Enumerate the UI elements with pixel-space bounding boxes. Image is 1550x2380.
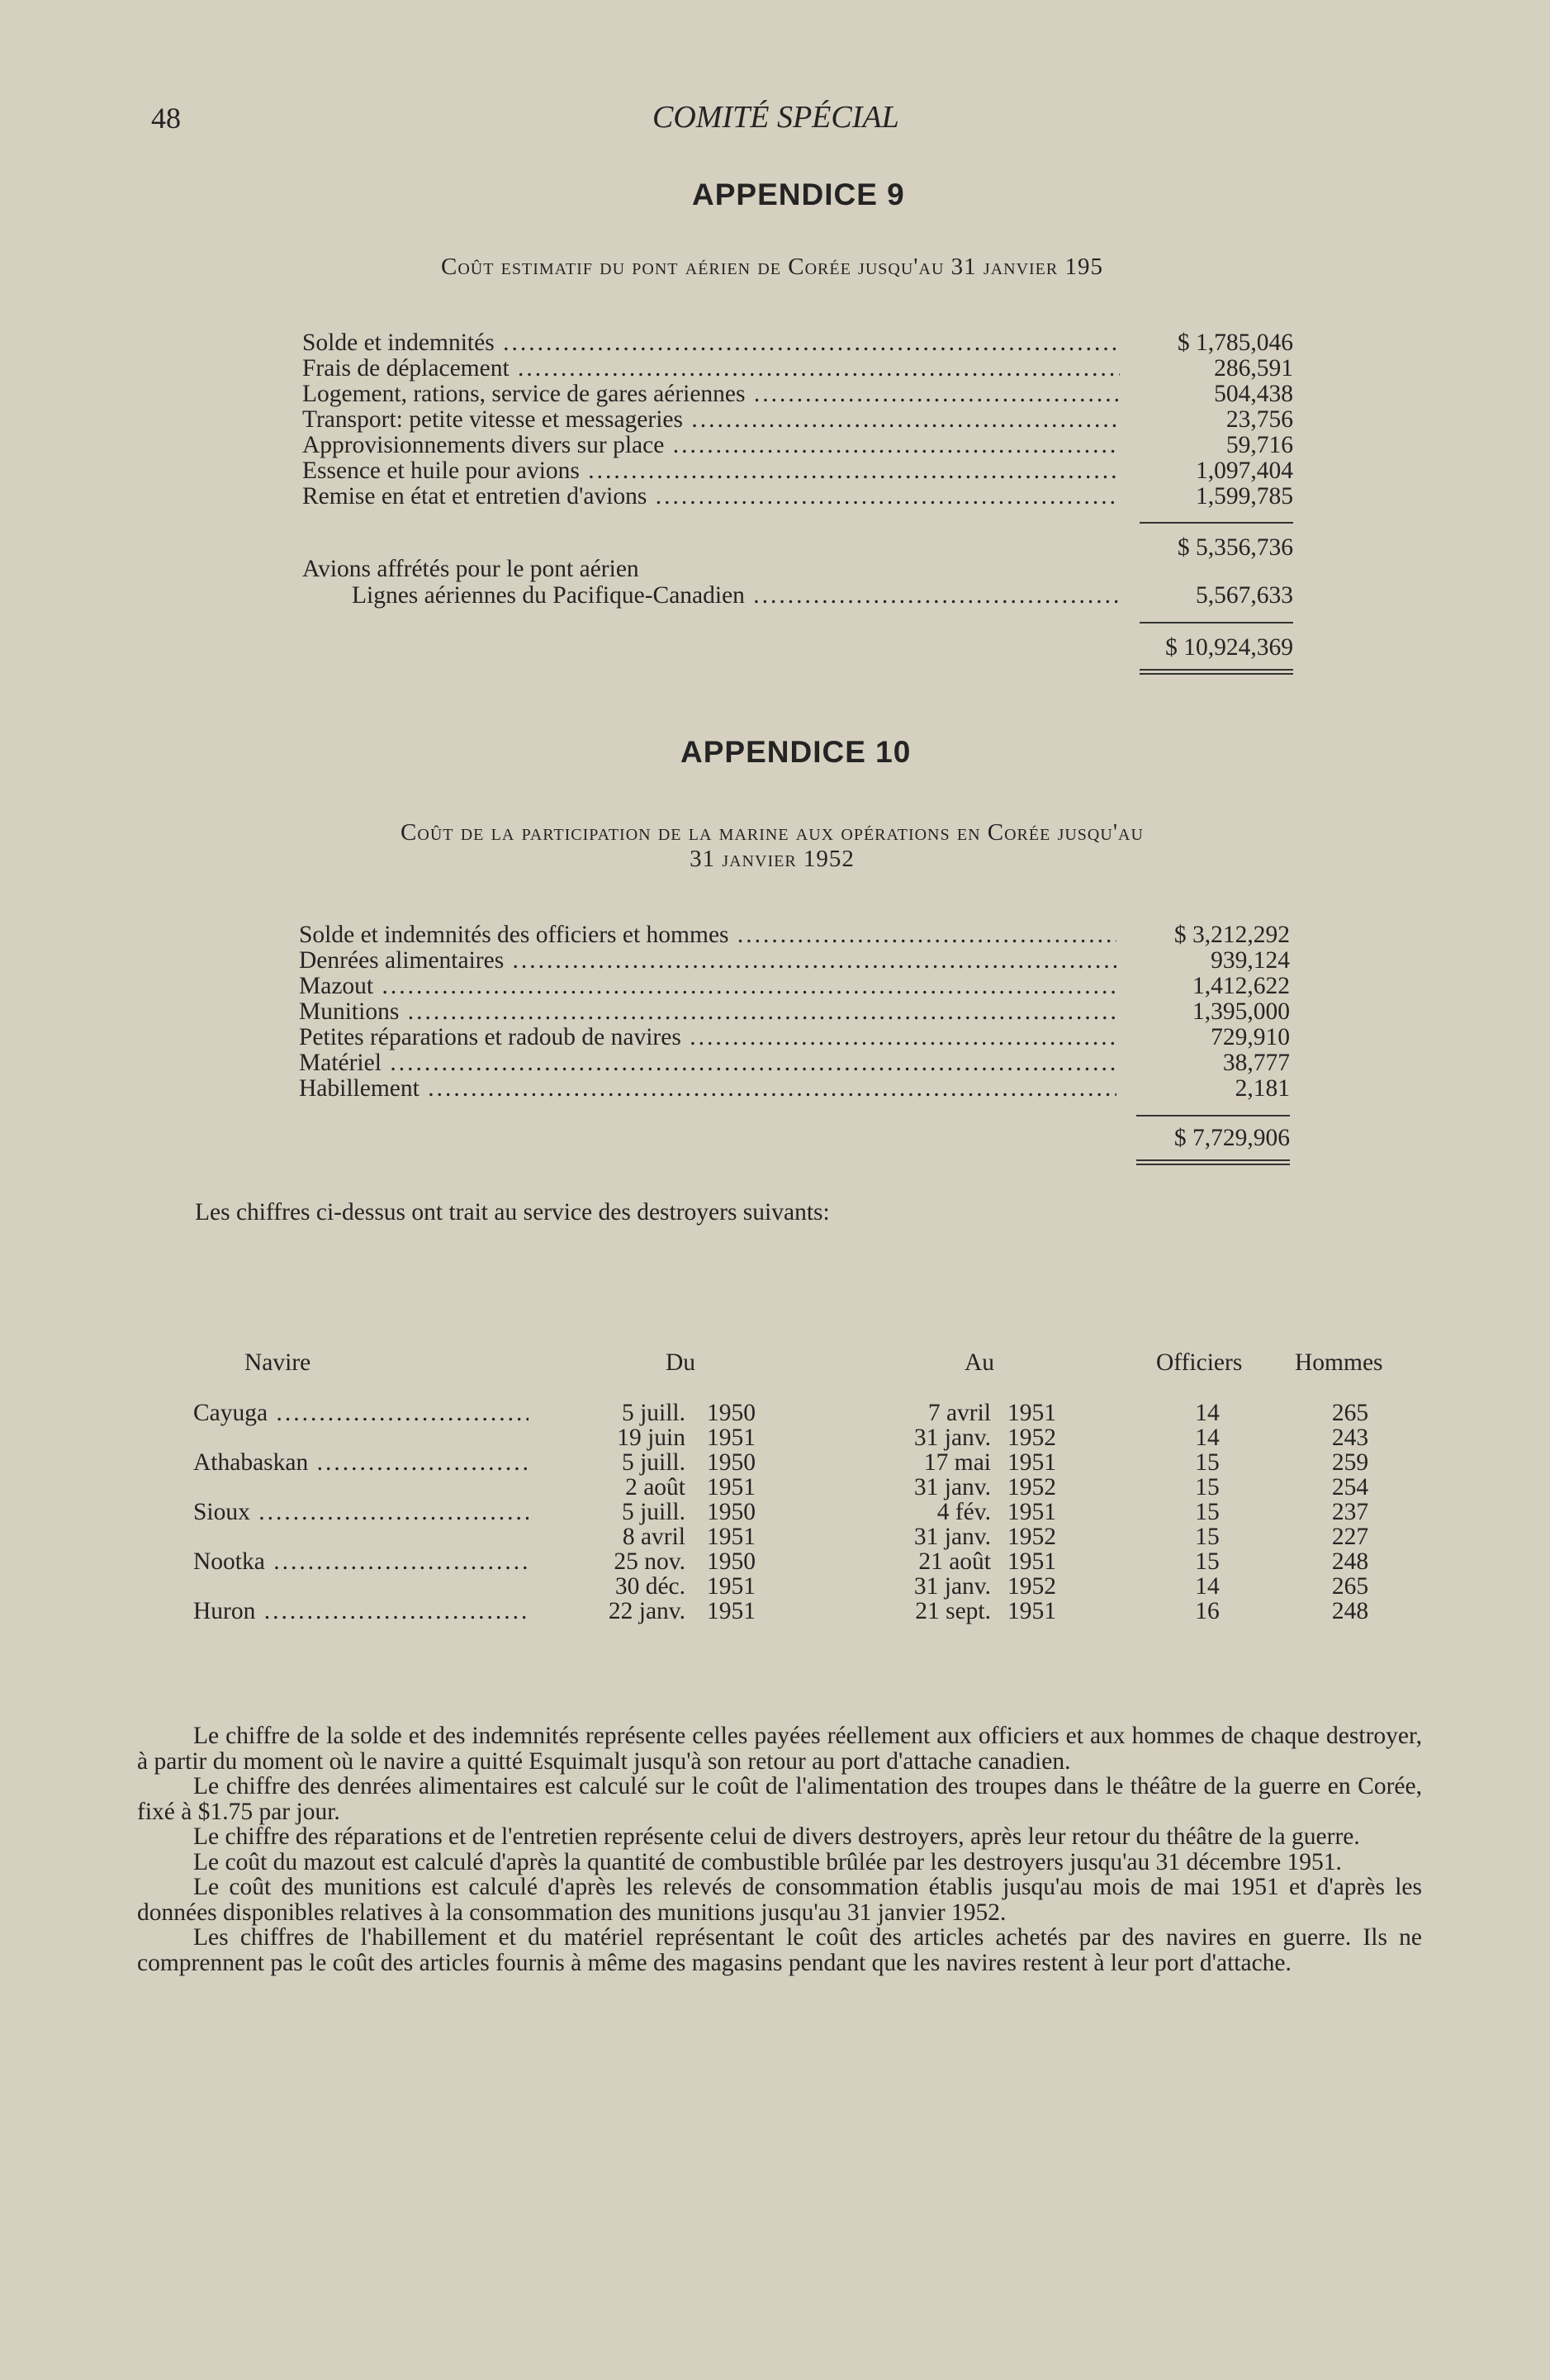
item-amount: 729,910 (1202, 1025, 1290, 1050)
note-paragraph: Les chiffres de l'habillement et du matériel représentant le coût des articles achetés par des navires en guerre. Ils ne comprennent pas le coût des articles fournis à même des magasins pendant que les navires restent à leur port d'attache. (137, 1924, 1422, 1976)
from-day: 5 juill. (621, 1449, 685, 1476)
from-day: 8 avril (622, 1524, 685, 1550)
to-year: 1951 (1007, 1449, 1056, 1476)
item-amount: 23,756 (1218, 407, 1293, 433)
appendix-9-subtotal: $ 5,356,736 (1177, 534, 1293, 561)
appendix-10-total: $ 7,729,906 (1173, 1125, 1290, 1151)
to-year: 1952 (1007, 1474, 1056, 1501)
item-amount: 5,567,633 (1187, 583, 1293, 609)
item-amount: 939,124 (1202, 948, 1290, 974)
to-day: 21 sept. (915, 1598, 991, 1624)
note-paragraph: Le chiffre des réparations et de l'entretien représente celui de divers destroyers, après leur retour du théâtre de la guerre. (193, 1823, 1360, 1850)
to-year: 1951 (1007, 1400, 1056, 1426)
item-label: Logement, rations, service de gares aériennes ..... (302, 382, 1120, 407)
officers-count: 15 (1195, 1524, 1220, 1550)
item-label: Matériel ..... (299, 1050, 1116, 1076)
item-label: Habillement ..... (299, 1076, 1116, 1102)
to-year: 1952 (1007, 1524, 1056, 1550)
from-year: 1951 (707, 1573, 756, 1600)
to-year: 1952 (1007, 1573, 1056, 1600)
item-amount: 1,412,622 (1184, 974, 1290, 999)
men-count: 248 (1331, 1548, 1369, 1575)
officers-count: 16 (1195, 1598, 1220, 1624)
ship-name: Nootka ..... (193, 1549, 529, 1575)
ship-name: Sioux ..... (193, 1500, 529, 1525)
from-day: 5 juill. (621, 1499, 685, 1525)
appendix-9-title: APPENDICE 9 (692, 178, 905, 211)
item-label: Transport: petite vitesse et messageries ..... (302, 407, 1120, 433)
to-day: 4 fév. (936, 1499, 991, 1525)
to-day: 31 janv. (913, 1573, 991, 1600)
to-day: 17 mai (923, 1449, 991, 1476)
running-title: COMITÉ SPÉCIAL (652, 100, 899, 135)
from-day: 5 juill. (621, 1400, 685, 1426)
item-amount: 59,716 (1218, 433, 1293, 458)
from-year: 1950 (707, 1400, 756, 1426)
men-count: 237 (1331, 1499, 1369, 1525)
officers-count: 15 (1195, 1449, 1220, 1476)
item-label: Petites réparations et radoub de navires ..... (299, 1025, 1116, 1050)
item-label: Essence et huile pour avions ..... (302, 458, 1120, 484)
appendix-10-subtitle-line1: Coût de la participation de la marine aux opérations en Corée jusqu'au (401, 819, 1144, 846)
item-amount: 2,181 (1227, 1076, 1290, 1102)
column-header-officers: Officiers (1156, 1349, 1243, 1376)
men-count: 265 (1331, 1573, 1369, 1600)
men-count: 248 (1331, 1598, 1369, 1624)
from-year: 1951 (707, 1598, 756, 1624)
item-amount: 1,599,785 (1187, 484, 1293, 510)
men-count: 227 (1331, 1524, 1369, 1550)
appendix-10-title: APPENDICE 10 (680, 735, 912, 769)
men-count: 254 (1331, 1474, 1369, 1501)
page-number: 48 (151, 102, 181, 135)
appendix-9-subtitle: Coût estimatif du pont aérien de Corée jusqu'au 31 janvier 195 (440, 254, 1103, 280)
from-year: 1950 (707, 1449, 756, 1476)
column-header-ship: Navire (244, 1349, 311, 1376)
to-year: 1952 (1007, 1425, 1056, 1451)
from-year: 1951 (707, 1524, 756, 1550)
ship-name: Huron ..... (193, 1599, 529, 1624)
from-day: 30 déc. (614, 1573, 685, 1600)
item-label: Lignes aériennes du Pacifique-Canadien ..... (352, 583, 1120, 609)
item-label: Mazout ..... (299, 974, 1116, 999)
to-year: 1951 (1007, 1598, 1056, 1624)
charter-heading: Avions affrétés pour le pont aérien (302, 556, 639, 582)
item-amount: 504,438 (1206, 382, 1293, 407)
item-label: Munitions ..... (299, 999, 1116, 1025)
officers-count: 15 (1195, 1548, 1220, 1575)
officers-count: 15 (1195, 1499, 1220, 1525)
from-day: 25 nov. (614, 1548, 685, 1575)
item-label: Approvisionnements divers sur place ..... (302, 433, 1120, 458)
item-label: Remise en état et entretien d'avions ..... (302, 484, 1120, 510)
item-amount: $ 3,212,292 (1166, 922, 1290, 948)
note-paragraph: Le chiffre des denrées alimentaires est calculé sur le coût de l'alimentation des troupes dans le théâtre de la guerre en Corée, fixé à $1.75 par jour. (137, 1773, 1422, 1825)
item-amount: 1,097,404 (1187, 458, 1293, 484)
item-amount: 38,777 (1215, 1050, 1290, 1076)
column-header-to: Au (965, 1349, 995, 1376)
ship-name: Athabaskan ..... (193, 1450, 529, 1476)
item-amount: 1,395,000 (1184, 999, 1290, 1025)
note-paragraph: Le coût du mazout est calculé d'après la quantité de combustible brûlée par les destroyers jusqu'au 31 décembre 1951. (193, 1848, 1342, 1875)
item-label: Solde et indemnités des officiers et hommes ..... (299, 922, 1116, 948)
officers-count: 14 (1195, 1400, 1220, 1426)
column-header-from: Du (666, 1349, 696, 1376)
from-year: 1951 (707, 1425, 756, 1451)
from-year: 1950 (707, 1548, 756, 1575)
ship-name: Cayuga ..... (193, 1401, 529, 1426)
item-label: Frais de déplacement ..... (302, 356, 1120, 382)
officers-count: 14 (1195, 1425, 1220, 1451)
destroyers-intro: Les chiffres ci-dessus ont trait au service des destroyers suivants: (195, 1199, 830, 1226)
column-header-men: Hommes (1295, 1349, 1383, 1376)
men-count: 265 (1331, 1400, 1369, 1426)
appendix-10-subtitle-line2: 31 janvier 1952 (690, 846, 855, 872)
men-count: 259 (1331, 1449, 1369, 1476)
appendix-9-total: $ 10,924,369 (1165, 634, 1293, 661)
to-day: 7 avril (927, 1400, 991, 1426)
note-paragraph: Le coût des munitions est calculé d'après les relevés de consommation établis jusqu'au mois de mai 1951 et d'après les données disponibles relatives à la consommation des munitions jusqu'au 31 janvier 1952. (137, 1874, 1422, 1926)
explanatory-notes (137, 1723, 1422, 1975)
from-day: 22 janv. (608, 1598, 685, 1624)
item-amount: 286,591 (1206, 356, 1293, 382)
from-year: 1950 (707, 1499, 756, 1525)
note-paragraph: Le chiffre de la solde et des indemnités représente celles payées réellement aux officiers et aux hommes de chaque destroyer, à partir du moment où le navire a quitté Esquimalt jusqu'à son retour au port d'attache canadien. (137, 1723, 1422, 1775)
to-year: 1951 (1007, 1548, 1056, 1575)
to-day: 31 janv. (913, 1425, 991, 1451)
to-year: 1951 (1007, 1499, 1056, 1525)
item-label: Solde et indemnités ..... (302, 330, 1120, 356)
officers-count: 15 (1195, 1474, 1220, 1501)
to-day: 21 août (918, 1548, 991, 1575)
men-count: 243 (1331, 1425, 1369, 1451)
item-label: Denrées alimentaires ..... (299, 948, 1116, 974)
from-day: 2 août (625, 1474, 685, 1501)
to-day: 31 janv. (913, 1524, 991, 1550)
item-amount: $ 1,785,046 (1169, 330, 1293, 356)
officers-count: 14 (1195, 1573, 1220, 1600)
from-year: 1951 (707, 1474, 756, 1501)
to-day: 31 janv. (913, 1474, 991, 1501)
from-day: 19 juin (617, 1425, 685, 1451)
